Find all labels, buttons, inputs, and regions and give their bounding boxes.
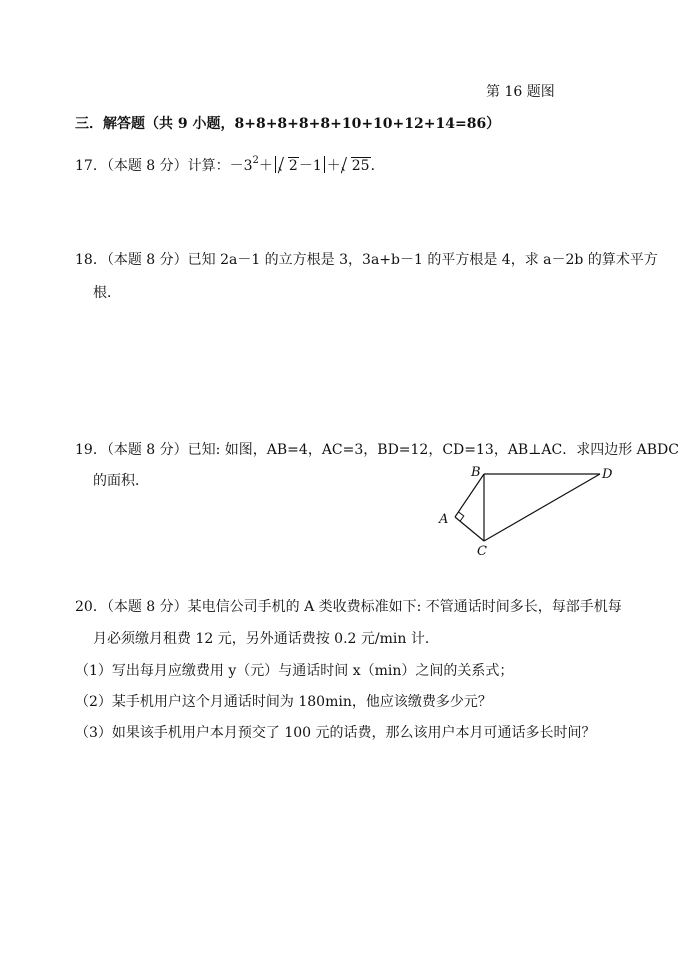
radicand-2: 2: [288, 158, 298, 174]
segment-ac: [455, 517, 484, 541]
question-18-line-1: 18．（本题 8 分）已知 2a－1 的立方根是 3，3a+b－1 的平方根是 4，求 a－2b 的算术平方: [75, 252, 658, 268]
q17-plus-1: ＋: [258, 158, 273, 174]
sqrt-25: [342, 156, 371, 176]
figure-16-caption: 第 16 题图: [486, 84, 555, 100]
radicand-25: 25: [351, 158, 370, 174]
segment-ab: [455, 474, 484, 517]
segment-cd: [484, 474, 600, 541]
q17-end: ．: [370, 158, 385, 174]
q17-plus-2: ＋: [326, 158, 341, 174]
quadrilateral-abdc-figure: [430, 460, 620, 560]
abs-bar-left: [275, 156, 276, 173]
question-20-part-3: （3）如果该手机用户本月预交了 100 元的话费，那么该用户本月可通话多长时间？: [75, 725, 596, 741]
question-19-line-1: 19．（本题 8 分）已知: 如图，AB=4，AC=3，BD=12，CD=13，AB⊥AC．求四边形 ABDC: [75, 442, 679, 458]
question-18-line-2: 根．: [93, 285, 121, 301]
section-heading: 三．解答题（共 9 小题，8+8+8+8+8+10+10+12+14=86）: [75, 116, 501, 132]
q17-term-1: －3: [229, 158, 253, 174]
question-17: [75, 151, 385, 176]
label-d: D: [602, 467, 613, 482]
question-20-line-2: 月必须缴月租费 12 元，另外通话费按 0.2 元/min 计．: [93, 631, 439, 647]
sqrt-2: [279, 156, 299, 176]
q17-minus-1: －1: [298, 158, 322, 174]
question-19-line-2: 的面积．: [93, 473, 149, 489]
question-20-part-1: （1）写出每月应缴费用 y（元）与通话时间 x（min）之间的关系式；: [75, 663, 514, 679]
abs-bar-right: [324, 156, 325, 173]
label-a: A: [439, 512, 449, 527]
question-20-line-1: 20．（本题 8 分）某电信公司手机的 A 类收费标准如下: 不管通话时间多长，每部手机每: [75, 599, 622, 615]
question-20-part-2: （2）某手机用户这个月通话时间为 180min，他应该缴费多少元？: [75, 694, 492, 710]
label-b: B: [471, 465, 481, 480]
q17-prefix: 17．（本题 8 分）计算：: [75, 158, 230, 174]
label-c: C: [477, 544, 487, 559]
right-angle-mark: [459, 512, 464, 521]
q17-exponent: 2: [252, 155, 259, 166]
